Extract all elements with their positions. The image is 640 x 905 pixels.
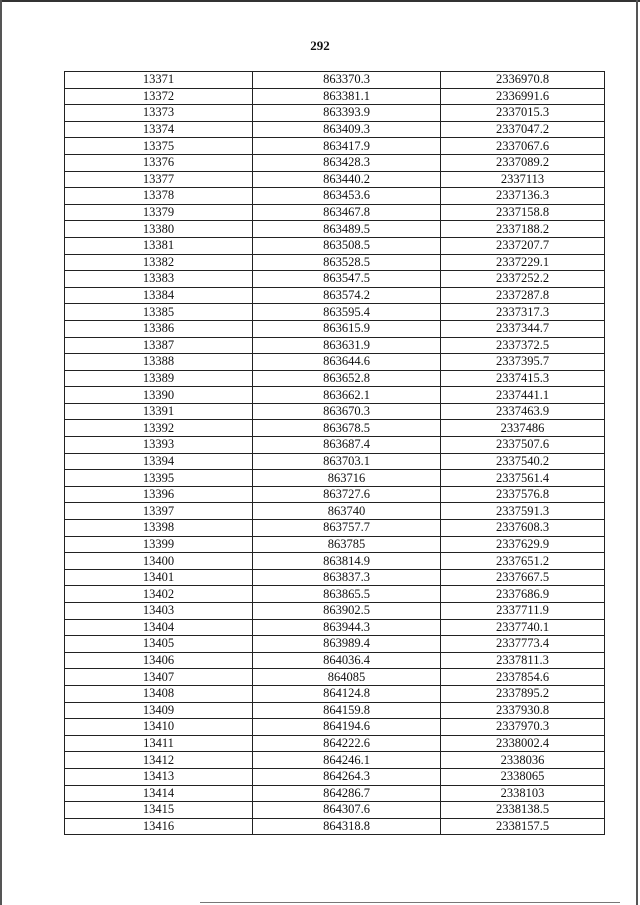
y-coordinate-cell: 2337158.8 bbox=[441, 204, 605, 221]
y-coordinate-cell: 2337591.3 bbox=[441, 503, 605, 520]
x-coordinate-cell: 863989.4 bbox=[253, 636, 441, 653]
x-coordinate-cell: 863409.3 bbox=[253, 121, 441, 138]
y-coordinate-cell: 2338002.4 bbox=[441, 735, 605, 752]
y-coordinate-cell: 2337395.7 bbox=[441, 354, 605, 371]
x-coordinate-cell: 863757.7 bbox=[253, 520, 441, 537]
table-row bbox=[65, 403, 605, 420]
x-coordinate-cell: 864194.6 bbox=[253, 719, 441, 736]
x-coordinate-cell: 863644.6 bbox=[253, 354, 441, 371]
point-id-cell: 13413 bbox=[65, 768, 253, 785]
y-coordinate-cell: 2337773.4 bbox=[441, 636, 605, 653]
point-id-cell: 13401 bbox=[65, 569, 253, 586]
x-coordinate-cell: 863703.1 bbox=[253, 453, 441, 470]
x-coordinate-cell: 863740 bbox=[253, 503, 441, 520]
point-id-cell: 13381 bbox=[65, 237, 253, 254]
y-coordinate-cell: 2338138.5 bbox=[441, 802, 605, 819]
point-id-cell: 13407 bbox=[65, 669, 253, 686]
table-row bbox=[65, 735, 605, 752]
y-coordinate-cell: 2337372.5 bbox=[441, 337, 605, 354]
table-row bbox=[65, 88, 605, 105]
table-row bbox=[65, 72, 605, 89]
x-coordinate-cell: 863547.5 bbox=[253, 271, 441, 288]
y-coordinate-cell: 2337287.8 bbox=[441, 287, 605, 304]
y-coordinate-cell: 2338103 bbox=[441, 785, 605, 802]
page-border-top bbox=[0, 0, 640, 2]
table-row bbox=[65, 453, 605, 470]
point-id-cell: 13396 bbox=[65, 486, 253, 503]
x-coordinate-cell: 863678.5 bbox=[253, 420, 441, 437]
point-id-cell: 13393 bbox=[65, 437, 253, 454]
page-border-bottom bbox=[200, 902, 620, 903]
y-coordinate-cell: 2337561.4 bbox=[441, 470, 605, 487]
point-id-cell: 13376 bbox=[65, 154, 253, 171]
page-border-right bbox=[636, 0, 638, 905]
point-id-cell: 13374 bbox=[65, 121, 253, 138]
y-coordinate-cell: 2337229.1 bbox=[441, 254, 605, 271]
table-row bbox=[65, 437, 605, 454]
x-coordinate-cell: 863662.1 bbox=[253, 387, 441, 404]
point-id-cell: 13409 bbox=[65, 702, 253, 719]
x-coordinate-cell: 863814.9 bbox=[253, 553, 441, 570]
point-id-cell: 13378 bbox=[65, 188, 253, 205]
table-row bbox=[65, 603, 605, 620]
point-id-cell: 13394 bbox=[65, 453, 253, 470]
table-row bbox=[65, 470, 605, 487]
y-coordinate-cell: 2338157.5 bbox=[441, 818, 605, 835]
table-row bbox=[65, 636, 605, 653]
point-id-cell: 13398 bbox=[65, 520, 253, 537]
point-id-cell: 13385 bbox=[65, 304, 253, 321]
y-coordinate-cell: 2337608.3 bbox=[441, 520, 605, 537]
table-row bbox=[65, 320, 605, 337]
x-coordinate-cell: 863467.8 bbox=[253, 204, 441, 221]
y-coordinate-cell: 2337711.9 bbox=[441, 603, 605, 620]
x-coordinate-cell: 864246.1 bbox=[253, 752, 441, 769]
page-number: 292 bbox=[310, 38, 330, 53]
point-id-cell: 13415 bbox=[65, 802, 253, 819]
y-coordinate-cell: 2336991.6 bbox=[441, 88, 605, 105]
table-row bbox=[65, 154, 605, 171]
point-id-cell: 13380 bbox=[65, 221, 253, 238]
point-id-cell: 13382 bbox=[65, 254, 253, 271]
point-id-cell: 13373 bbox=[65, 105, 253, 122]
x-coordinate-cell: 863440.2 bbox=[253, 171, 441, 188]
table-row bbox=[65, 702, 605, 719]
table-row bbox=[65, 387, 605, 404]
table-row bbox=[65, 752, 605, 769]
x-coordinate-cell: 863574.2 bbox=[253, 287, 441, 304]
x-coordinate-cell: 863428.3 bbox=[253, 154, 441, 171]
y-coordinate-cell: 2337463.9 bbox=[441, 403, 605, 420]
y-coordinate-cell: 2337970.3 bbox=[441, 719, 605, 736]
point-id-cell: 13384 bbox=[65, 287, 253, 304]
table-row bbox=[65, 536, 605, 553]
point-id-cell: 13388 bbox=[65, 354, 253, 371]
point-id-cell: 13408 bbox=[65, 685, 253, 702]
table-row bbox=[65, 619, 605, 636]
y-coordinate-cell: 2337317.3 bbox=[441, 304, 605, 321]
y-coordinate-cell: 2337252.2 bbox=[441, 271, 605, 288]
y-coordinate-cell: 2338065 bbox=[441, 768, 605, 785]
y-coordinate-cell: 2337486 bbox=[441, 420, 605, 437]
y-coordinate-cell: 2337667.5 bbox=[441, 569, 605, 586]
y-coordinate-cell: 2337015.3 bbox=[441, 105, 605, 122]
point-id-cell: 13405 bbox=[65, 636, 253, 653]
table-row bbox=[65, 652, 605, 669]
y-coordinate-cell: 2336970.8 bbox=[441, 72, 605, 89]
table-row bbox=[65, 121, 605, 138]
point-id-cell: 13399 bbox=[65, 536, 253, 553]
x-coordinate-cell: 864318.8 bbox=[253, 818, 441, 835]
point-id-cell: 13371 bbox=[65, 72, 253, 89]
x-coordinate-cell: 863670.3 bbox=[253, 403, 441, 420]
table-row bbox=[65, 237, 605, 254]
table-row bbox=[65, 486, 605, 503]
point-id-cell: 13389 bbox=[65, 370, 253, 387]
y-coordinate-cell: 2337188.2 bbox=[441, 221, 605, 238]
page-border-left bbox=[0, 0, 2, 905]
point-id-cell: 13402 bbox=[65, 586, 253, 603]
table-row bbox=[65, 669, 605, 686]
y-coordinate-cell: 2337415.3 bbox=[441, 370, 605, 387]
point-id-cell: 13392 bbox=[65, 420, 253, 437]
table-row bbox=[65, 719, 605, 736]
table-row bbox=[65, 569, 605, 586]
point-id-cell: 13404 bbox=[65, 619, 253, 636]
table-row bbox=[65, 503, 605, 520]
table-row bbox=[65, 254, 605, 271]
coordinate-table-body bbox=[65, 72, 605, 835]
table-row bbox=[65, 105, 605, 122]
point-id-cell: 13395 bbox=[65, 470, 253, 487]
x-coordinate-cell: 864286.7 bbox=[253, 785, 441, 802]
y-coordinate-cell: 2337344.7 bbox=[441, 320, 605, 337]
table-row bbox=[65, 221, 605, 238]
point-id-cell: 13403 bbox=[65, 603, 253, 620]
y-coordinate-cell: 2338036 bbox=[441, 752, 605, 769]
y-coordinate-cell: 2337854.6 bbox=[441, 669, 605, 686]
point-id-cell: 13412 bbox=[65, 752, 253, 769]
point-id-cell: 13375 bbox=[65, 138, 253, 155]
x-coordinate-cell: 863453.6 bbox=[253, 188, 441, 205]
point-id-cell: 13410 bbox=[65, 719, 253, 736]
table-row bbox=[65, 204, 605, 221]
x-coordinate-cell: 863631.9 bbox=[253, 337, 441, 354]
x-coordinate-cell: 863417.9 bbox=[253, 138, 441, 155]
point-id-cell: 13390 bbox=[65, 387, 253, 404]
x-coordinate-cell: 863785 bbox=[253, 536, 441, 553]
y-coordinate-cell: 2337895.2 bbox=[441, 685, 605, 702]
table-row bbox=[65, 171, 605, 188]
x-coordinate-cell: 863370.3 bbox=[253, 72, 441, 89]
table-row bbox=[65, 287, 605, 304]
point-id-cell: 13372 bbox=[65, 88, 253, 105]
table-row bbox=[65, 818, 605, 835]
y-coordinate-cell: 2337686.9 bbox=[441, 586, 605, 603]
point-id-cell: 13416 bbox=[65, 818, 253, 835]
coordinate-table bbox=[64, 71, 605, 835]
table-row bbox=[65, 685, 605, 702]
x-coordinate-cell: 863595.4 bbox=[253, 304, 441, 321]
point-id-cell: 13406 bbox=[65, 652, 253, 669]
point-id-cell: 13400 bbox=[65, 553, 253, 570]
x-coordinate-cell: 863489.5 bbox=[253, 221, 441, 238]
x-coordinate-cell: 863652.8 bbox=[253, 370, 441, 387]
x-coordinate-cell: 864222.6 bbox=[253, 735, 441, 752]
x-coordinate-cell: 863687.4 bbox=[253, 437, 441, 454]
point-id-cell: 13397 bbox=[65, 503, 253, 520]
table-row bbox=[65, 354, 605, 371]
y-coordinate-cell: 2337089.2 bbox=[441, 154, 605, 171]
x-coordinate-cell: 863716 bbox=[253, 470, 441, 487]
table-row bbox=[65, 785, 605, 802]
y-coordinate-cell: 2337930.8 bbox=[441, 702, 605, 719]
point-id-cell: 13414 bbox=[65, 785, 253, 802]
x-coordinate-cell: 863944.3 bbox=[253, 619, 441, 636]
x-coordinate-cell: 863528.5 bbox=[253, 254, 441, 271]
y-coordinate-cell: 2337136.3 bbox=[441, 188, 605, 205]
y-coordinate-cell: 2337441.1 bbox=[441, 387, 605, 404]
y-coordinate-cell: 2337507.6 bbox=[441, 437, 605, 454]
y-coordinate-cell: 2337207.7 bbox=[441, 237, 605, 254]
x-coordinate-cell: 863393.9 bbox=[253, 105, 441, 122]
point-id-cell: 13411 bbox=[65, 735, 253, 752]
y-coordinate-cell: 2337113 bbox=[441, 171, 605, 188]
table-row bbox=[65, 188, 605, 205]
table-row bbox=[65, 802, 605, 819]
table-row bbox=[65, 304, 605, 321]
coordinate-table-container bbox=[64, 71, 604, 835]
x-coordinate-cell: 864124.8 bbox=[253, 685, 441, 702]
y-coordinate-cell: 2337629.9 bbox=[441, 536, 605, 553]
table-row bbox=[65, 337, 605, 354]
y-coordinate-cell: 2337811.3 bbox=[441, 652, 605, 669]
point-id-cell: 13386 bbox=[65, 320, 253, 337]
table-row bbox=[65, 586, 605, 603]
point-id-cell: 13391 bbox=[65, 403, 253, 420]
y-coordinate-cell: 2337651.2 bbox=[441, 553, 605, 570]
x-coordinate-cell: 864307.6 bbox=[253, 802, 441, 819]
y-coordinate-cell: 2337740.1 bbox=[441, 619, 605, 636]
y-coordinate-cell: 2337067.6 bbox=[441, 138, 605, 155]
y-coordinate-cell: 2337540.2 bbox=[441, 453, 605, 470]
x-coordinate-cell: 863381.1 bbox=[253, 88, 441, 105]
table-row bbox=[65, 271, 605, 288]
x-coordinate-cell: 863508.5 bbox=[253, 237, 441, 254]
point-id-cell: 13387 bbox=[65, 337, 253, 354]
x-coordinate-cell: 863837.3 bbox=[253, 569, 441, 586]
x-coordinate-cell: 863865.5 bbox=[253, 586, 441, 603]
table-row bbox=[65, 520, 605, 537]
table-row bbox=[65, 768, 605, 785]
table-row bbox=[65, 370, 605, 387]
table-row bbox=[65, 420, 605, 437]
point-id-cell: 13379 bbox=[65, 204, 253, 221]
y-coordinate-cell: 2337576.8 bbox=[441, 486, 605, 503]
point-id-cell: 13377 bbox=[65, 171, 253, 188]
x-coordinate-cell: 864036.4 bbox=[253, 652, 441, 669]
x-coordinate-cell: 864264.3 bbox=[253, 768, 441, 785]
table-row bbox=[65, 138, 605, 155]
point-id-cell: 13383 bbox=[65, 271, 253, 288]
x-coordinate-cell: 863727.6 bbox=[253, 486, 441, 503]
x-coordinate-cell: 863615.9 bbox=[253, 320, 441, 337]
x-coordinate-cell: 863902.5 bbox=[253, 603, 441, 620]
x-coordinate-cell: 864159.8 bbox=[253, 702, 441, 719]
table-row bbox=[65, 553, 605, 570]
y-coordinate-cell: 2337047.2 bbox=[441, 121, 605, 138]
x-coordinate-cell: 864085 bbox=[253, 669, 441, 686]
